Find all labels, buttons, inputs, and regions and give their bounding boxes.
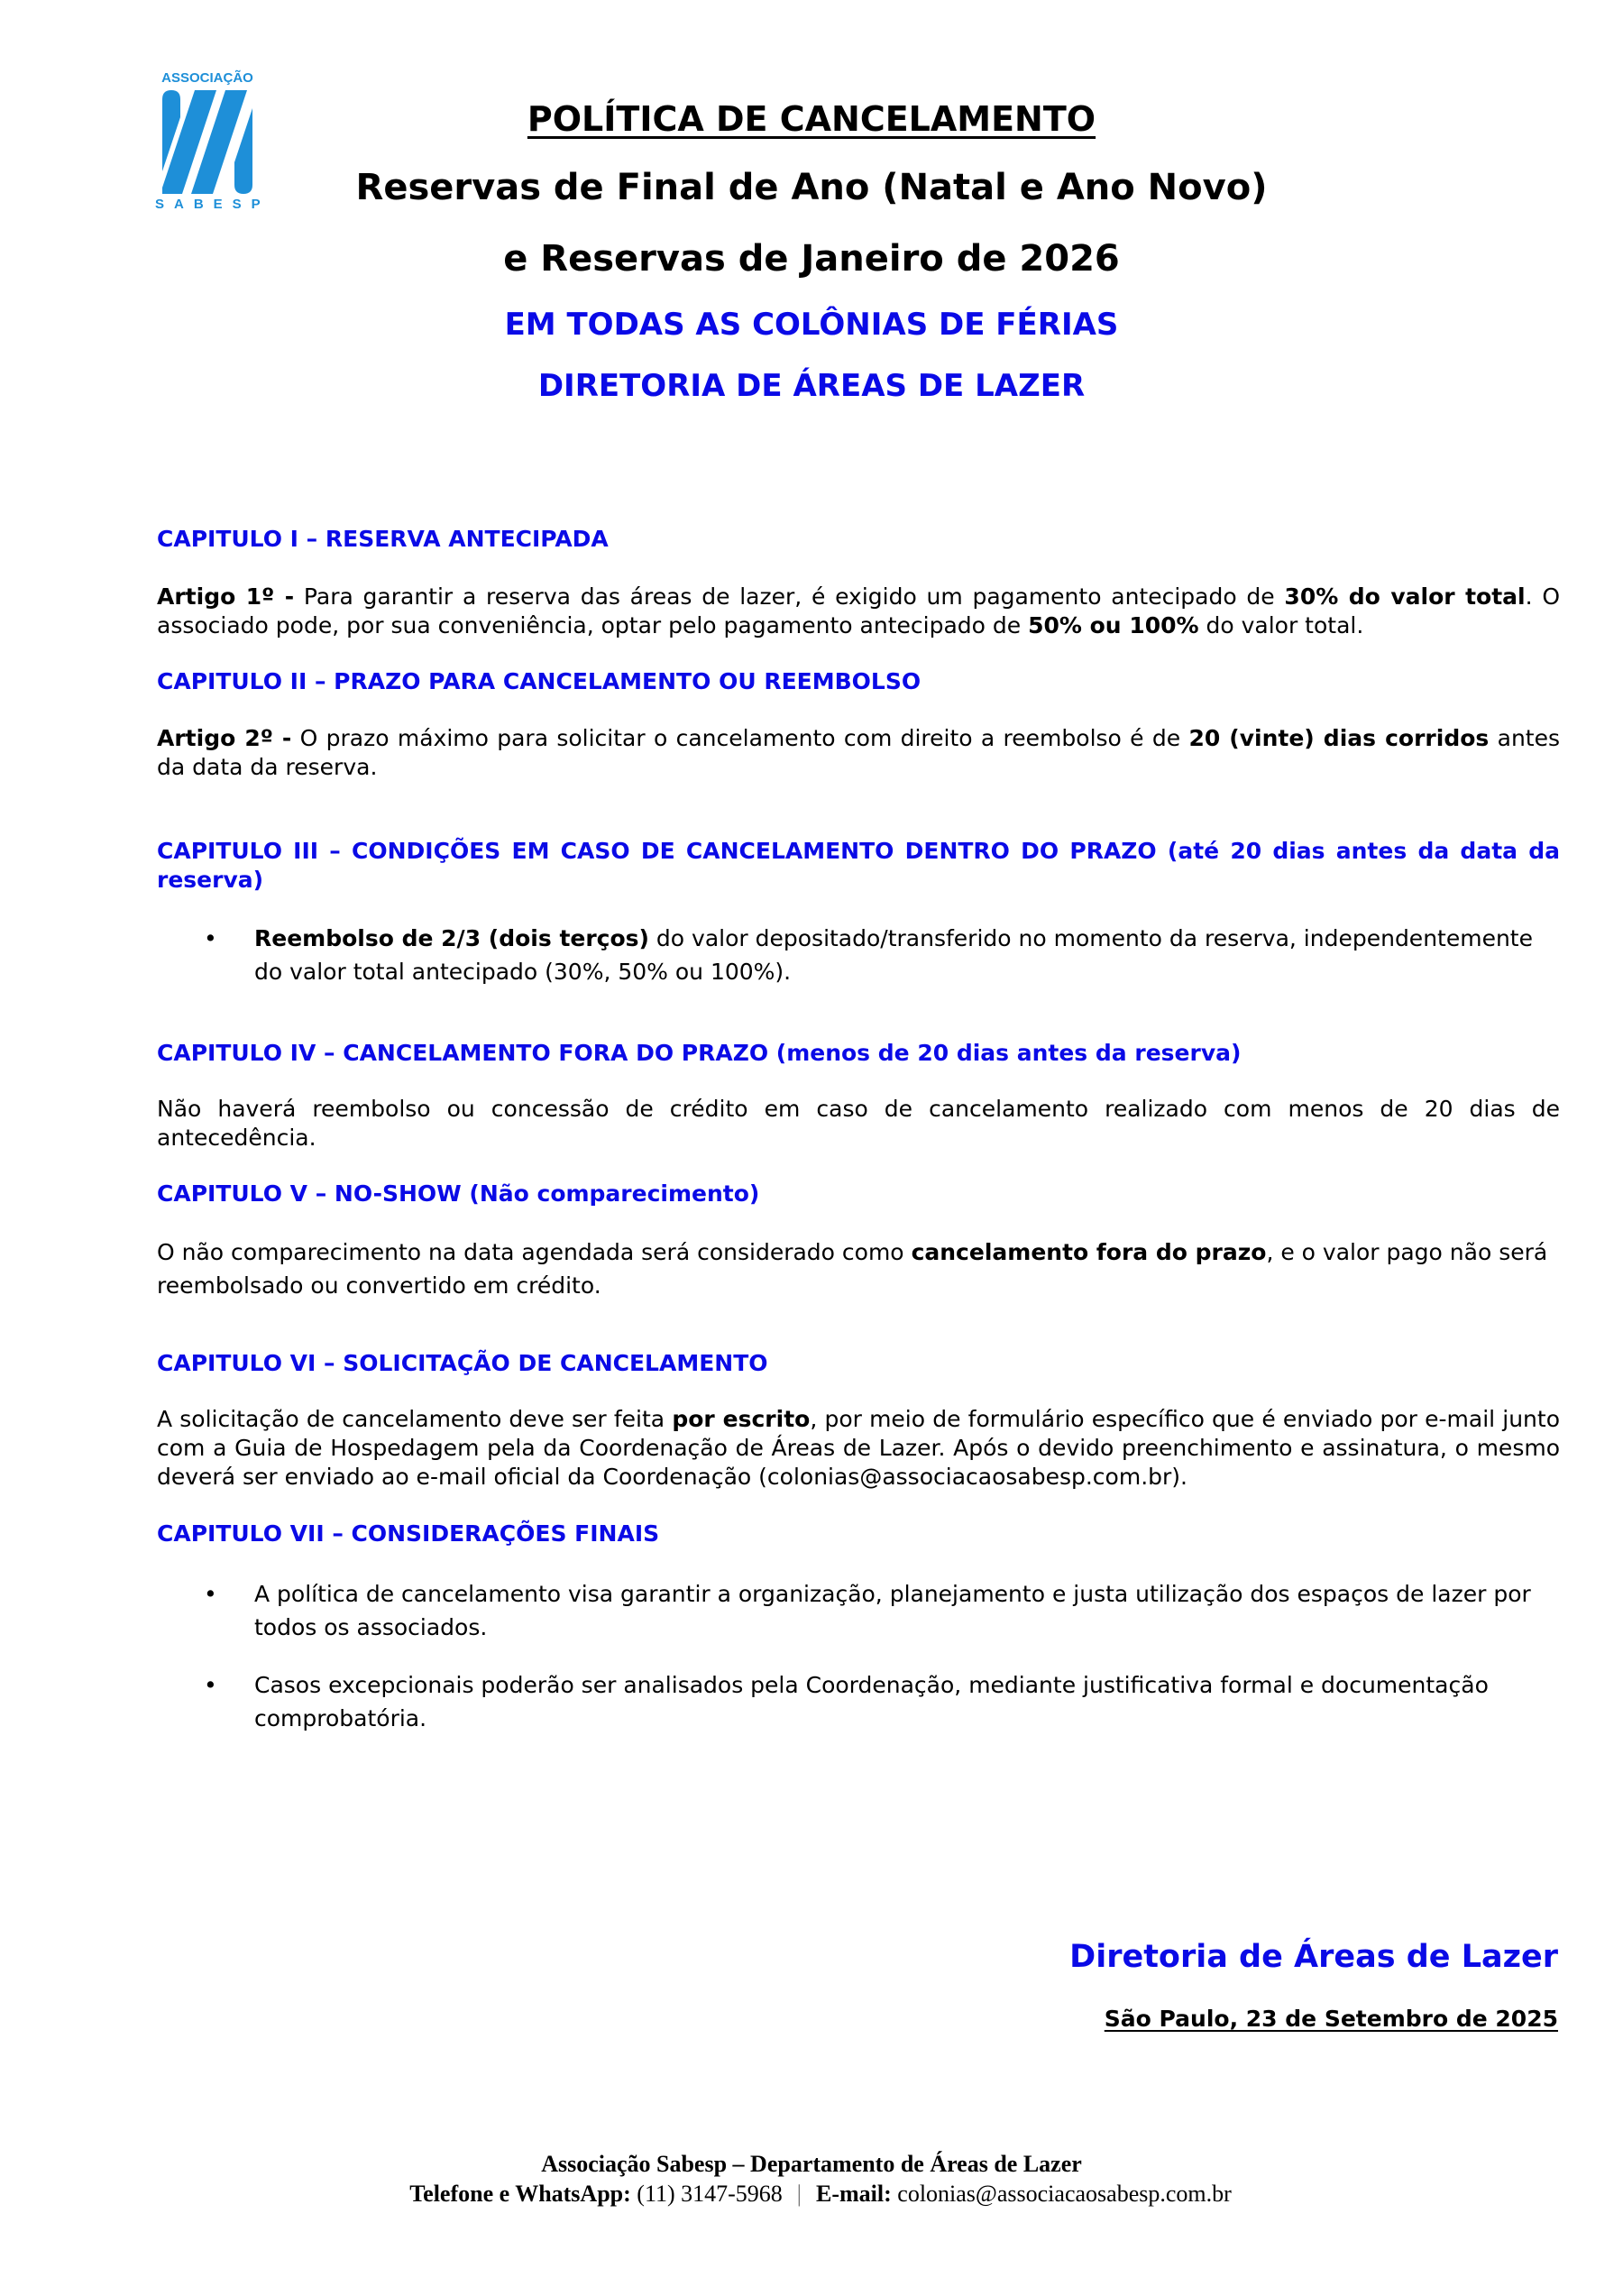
chapter-6-heading: CAPITULO VI – SOLICITAÇÃO DE CANCELAMENTO: [157, 1350, 768, 1376]
chapter-7-heading: CAPITULO VII – CONSIDERAÇÕES FINAIS: [157, 1520, 660, 1547]
footer-contact: [0, 2181, 1623, 2208]
document-subtitle-line2: e Reservas de Janeiro de 2026: [503, 238, 1120, 280]
list-item-body: do valor depositado/transferido no momento da reserva, independentemente do valor total antecipado (30%, 50% ou 100%).: [254, 925, 1533, 985]
article-text: antes da data da reserva.: [157, 725, 1560, 780]
article-text: Para garantir a reserva das áreas de lazer, é exigido um pagamento antecipado de: [294, 583, 1285, 610]
list-item-text: A política de cancelamento visa garantir a organização, planejamento e justa utilização dos espaços de lazer por todos os associados.: [254, 1581, 1531, 1640]
phone-number: (11) 3147-5968: [630, 2181, 783, 2207]
document-scope: EM TODAS AS COLÔNIAS DE FÉRIAS: [504, 307, 1119, 343]
bullet-icon: •: [204, 1581, 217, 1607]
chapter-5-heading: CAPITULO V – NO-SHOW (Não comparecimento): [157, 1180, 760, 1207]
logo-bottom-text: SABESP: [155, 197, 270, 212]
chapter-2-heading: CAPITULO II – PRAZO PARA CANCELAMENTO OU REEMBOLSO: [157, 668, 922, 694]
footer-separator: |: [796, 2181, 802, 2207]
phone-label: Telefone e WhatsApp:: [409, 2181, 631, 2207]
logo-top-text: ASSOCIAÇÃO: [161, 70, 253, 86]
bullet-icon: •: [204, 1672, 217, 1698]
article-emphasis: 30% do valor total: [1284, 583, 1526, 610]
footer-organization: Associação Sabesp – Departamento de Áreas de Lazer: [541, 2151, 1082, 2177]
article-label: Artigo 2º -: [157, 725, 292, 751]
paragraph-text: A solicitação de cancelamento deve ser feita: [157, 1406, 673, 1432]
chapter-6-text: [157, 1405, 1560, 1492]
paragraph-emphasis: por escrito: [672, 1406, 811, 1432]
chapter-4-text: Não haverá reembolso ou concessão de crédito em caso de cancelamento realizado com menos de 20 dias de antecedência.: [157, 1096, 1560, 1151]
chapter-1-heading: CAPITULO I – RESERVA ANTECIPADA: [157, 526, 609, 552]
chapter-4-heading: CAPITULO IV – CANCELAMENTO FORA DO PRAZO (menos de 20 dias antes da reserva): [157, 1040, 1242, 1066]
article-text: . O associado pode, por sua conveniência, optar pelo pagamento antecipado de: [157, 583, 1561, 638]
chapter-3-heading: CAPITULO III – CONDIÇÕES EM CASO DE CANCELAMENTO DENTRO DO PRAZO (até 20 dias antes da data da reserva): [157, 838, 1560, 893]
document-title: POLÍTICA DE CANCELAMENTO: [527, 99, 1096, 139]
email-label: E-mail:: [816, 2181, 892, 2207]
article-label: Artigo 1º -: [157, 583, 295, 610]
list-item-emphasis: Reembolso de 2/3 (dois terços): [254, 925, 649, 951]
paragraph-text: , por meio de formulário específico que é enviado por e-mail junto com a Guia de Hospedagem pela da Coordenação de Áreas de Lazer. Após o devido preenchimento e assinatura, o mesmo deverá ser enviado ao e-mail oficial da Coordenação (colonias@associacaosabesp.com.br).: [157, 1406, 1560, 1490]
list-item-text: Casos excepcionais poderão ser analisados pela Coordenação, mediante justificativa formal e documentação comprobatória.: [254, 1672, 1489, 1731]
paragraph-text: , e o valor pago não será reembolsado ou convertido em crédito.: [157, 1239, 1548, 1299]
article-text: do valor total.: [1198, 612, 1364, 638]
document-subtitle-line1: Reservas de Final de Ano (Natal e Ano Novo): [355, 167, 1268, 208]
paragraph-text: O não comparecimento na data agendada será considerado como: [157, 1239, 912, 1265]
article-text: O prazo máximo para solicitar o cancelamento com direito a reembolso é de: [291, 725, 1189, 751]
article-emphasis: 20 (vinte) dias corridos: [1188, 725, 1490, 751]
article-emphasis: 50% ou 100%: [1028, 612, 1199, 638]
signature-name: Diretoria de Áreas de Lazer: [1069, 1939, 1558, 1975]
chapter-2-article: [157, 724, 1560, 782]
paragraph-emphasis: cancelamento fora do prazo: [911, 1239, 1267, 1265]
chapter-5-text: [157, 1235, 1560, 1302]
email-address[interactable]: colonias@associacaosabesp.com.br: [891, 2181, 1232, 2207]
bullet-icon: •: [204, 925, 217, 951]
list-item-text: [254, 922, 1553, 988]
document-department: DIRETORIA DE ÁREAS DE LAZER: [537, 368, 1086, 404]
chapter-1-article: [157, 583, 1560, 640]
signature-place-date: São Paulo, 23 de Setembro de 2025: [1104, 2006, 1558, 2032]
